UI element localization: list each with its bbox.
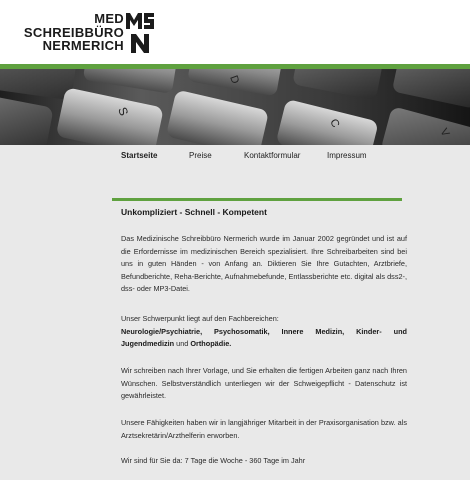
main-navigation (0, 145, 470, 171)
nav-item-impressum[interactable]: Impressum (327, 151, 367, 160)
nav-item-preise[interactable]: Preise (189, 151, 212, 160)
key-legend-d: D (227, 73, 242, 86)
focus-last-field: Orthopädie. (190, 339, 232, 348)
focus-fields (121, 326, 407, 351)
logo-line-med: MED (94, 11, 124, 26)
logo-line-nermerich: NERMERICH (42, 38, 124, 53)
availability-paragraph: Wir sind für Sie da: 7 Tage die Woche - 360 Tage im Jahr (121, 456, 306, 465)
page-heading: Unkompliziert - Schnell - Kompetent (121, 207, 267, 217)
key-legend-v: V (437, 126, 452, 139)
content-accent-bar (112, 198, 402, 201)
experience-paragraph: Unsere Fähigkeiten haben wir in langjähriger Mitarbeit in der Praxisorganisation bzw. als Arztsekretärin/Arzthelferin erworben. (121, 418, 407, 440)
focus-fields-list: Neurologie/Psychiatrie, Psychosomatik, Innere Medizin, Kinder- und Jugendmedizin (121, 326, 407, 348)
focus-paragraph (121, 313, 407, 351)
header (0, 0, 470, 64)
nav-item-startseite[interactable]: Startseite (121, 151, 158, 160)
intro-paragraph: Das Medizinische Schreibbüro Nermerich wurde im Januar 2002 gegründet und ist auf die Erfordernisse im medizinischen Bereich spezialisiert. Ihre Schreibarbeiten sind bei uns in guten Händen - von Anfang an. Diktieren Sie Ihre Gutachten, Arztbriefe, Befundberichte, Reha-Berichte, Aufnahmebefunde, Entlassberichte etc. digital als dss2-, dss- oder MP3-Datei. (121, 234, 407, 293)
keyboard-banner-image (0, 69, 470, 145)
logo-text[interactable] (24, 12, 124, 53)
key-legend-c: C (327, 117, 342, 130)
focus-intro: Unser Schwerpunkt liegt auf den Fachbereichen: (121, 314, 279, 323)
logo-line-schreibbuero: SCHREIBBÜRO (23, 24, 124, 40)
key-legend-s: S (115, 105, 132, 118)
focus-and: und (176, 339, 189, 348)
logo-msn-icon[interactable] (125, 12, 155, 54)
service-paragraph: Wir schreiben nach Ihrer Vorlage, und Sie erhalten die fertigen Arbeiten ganz nach Ihren Wünschen. Selbstverständlich unterliegen wir der Schweigepflicht - Datenschutz ist gewährleistet. (121, 366, 407, 400)
nav-item-kontaktformular[interactable]: Kontaktformular (244, 151, 301, 160)
